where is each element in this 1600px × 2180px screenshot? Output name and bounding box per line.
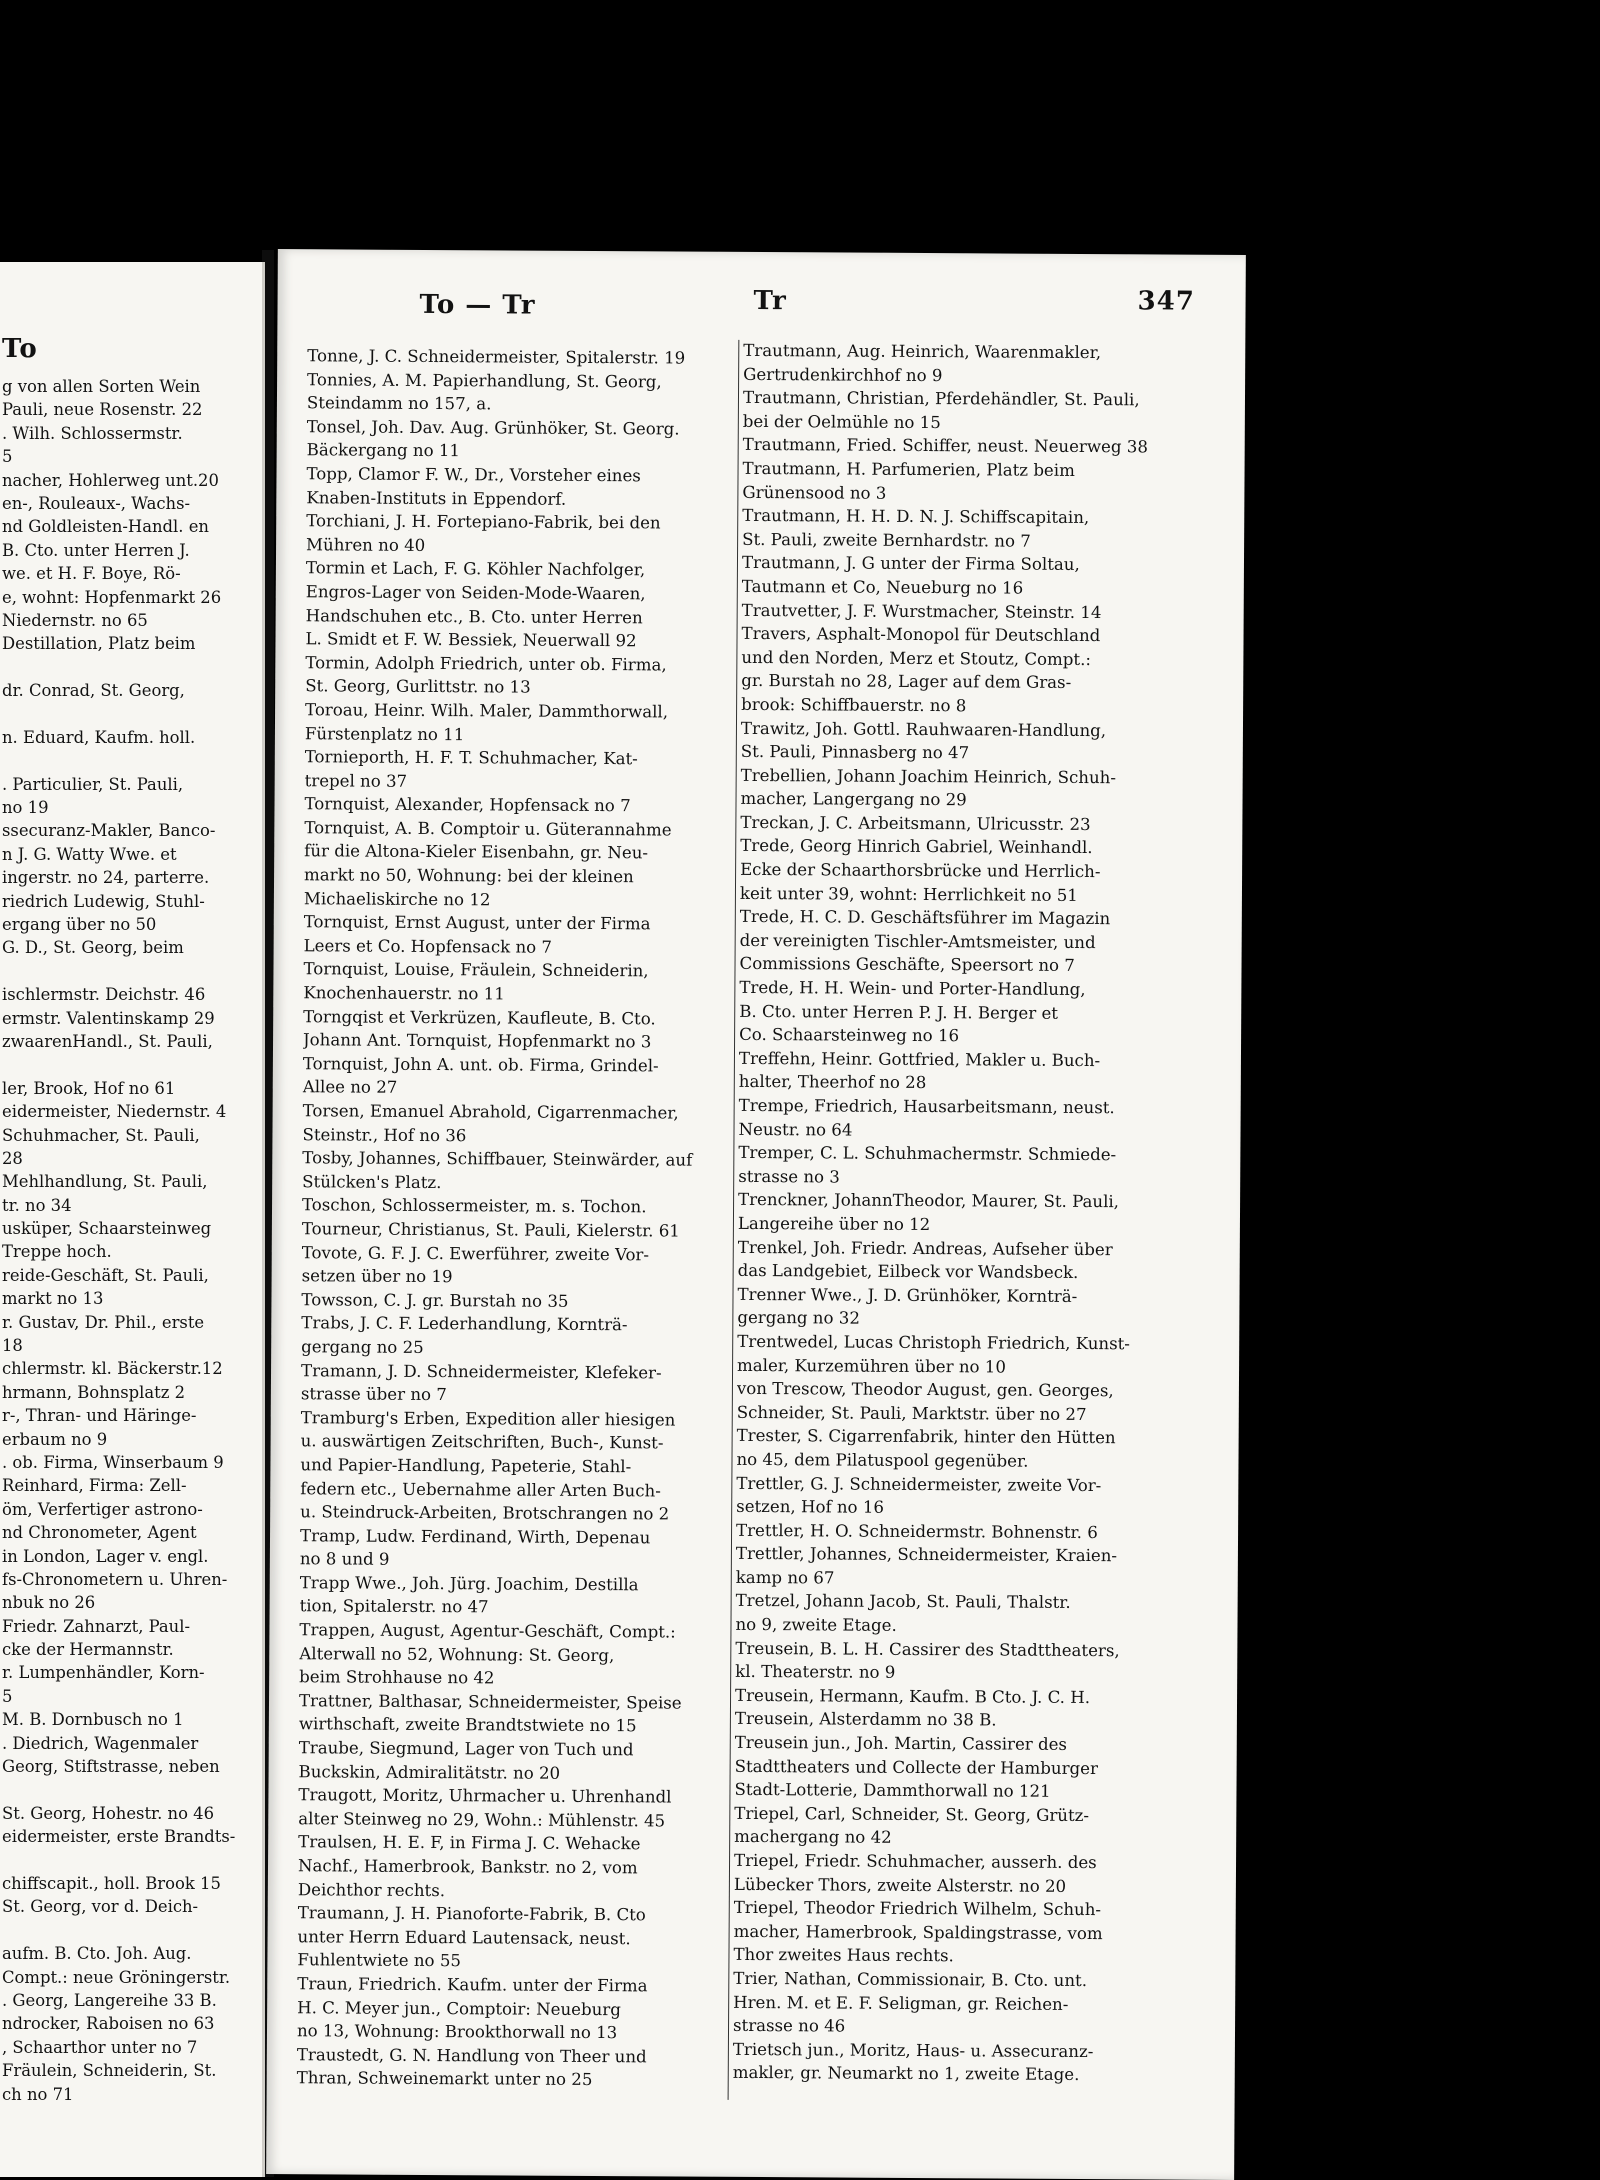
- directory-entry-line: Lübecker Thors, zweite Alsterstr. no 20: [733, 1874, 1067, 1896]
- directory-entry-line: B. Cto. unter Herren P. J. H. Berger et: [739, 1001, 1059, 1023]
- left-page-line: eidermeister, Niedernstr. 4: [2, 1102, 227, 1122]
- left-page-line: nbuk no 26: [2, 1593, 96, 1613]
- directory-entry-line: trepel no 37: [304, 770, 408, 791]
- directory-entry-line: Traugott, Moritz, Uhrmacher u. Uhrenhandl: [298, 1785, 672, 1807]
- directory-entry-line: Trawitz, Joh. Gottl. Rauhwaaren-Handlung,: [740, 718, 1107, 740]
- directory-entry-line: Knochenhauerstr. no 11: [303, 983, 505, 1004]
- directory-entry-line: tion, Spitalerstr. no 47: [299, 1596, 489, 1617]
- left-page-line: öm, Verfertiger astrono-: [2, 1499, 203, 1519]
- left-page-line: r-, Thran- und Häringe-: [2, 1406, 197, 1426]
- directory-entry-line: Tornquist, Louise, Fräulein, Schneiderin,: [303, 959, 649, 981]
- directory-entry-line: Treckan, J. C. Arbeitsmann, Ulricusstr. 23: [740, 812, 1091, 834]
- left-page-line: Georg, Stiftstrasse, neben: [2, 1757, 220, 1777]
- left-page-line: Reinhard, Firma: Zell-: [2, 1476, 187, 1496]
- left-page-line: eidermeister, erste Brandts-: [2, 1827, 236, 1847]
- directory-entry-line: Toroau, Heinr. Wilh. Maler, Dammthorwall,: [305, 700, 669, 722]
- directory-entry-line: Ecke der Schaarthorsbrücke und Herrlich-: [740, 859, 1101, 882]
- left-page-line: [2, 1777, 235, 1800]
- directory-entry-line: Tramann, J. D. Schneidermeister, Klefeker-: [300, 1360, 662, 1382]
- directory-entry-line: bei der Oelmühle no 15: [742, 411, 941, 432]
- left-page-line: r. Lumpenhändler, Korn-: [2, 1663, 205, 1683]
- right-page: [266, 249, 1246, 2180]
- directory-entry-line: Trappen, August, Agentur-Geschäft, Compt.:: [299, 1620, 676, 1642]
- directory-entry-line: Trede, H. H. Wein- und Porter-Handlung,: [739, 977, 1086, 1000]
- directory-entry-line: Grünensood no 3: [742, 482, 887, 503]
- left-page-line: cke der Hermannstr.: [2, 1640, 174, 1660]
- directory-entry-line: wirthschaft, zweite Brandtstwiete no 15: [298, 1714, 637, 1736]
- left-page-line: chiffscapit., holl. Brook 15: [2, 1874, 221, 1893]
- directory-entry-line: Trautmann, H. H. D. N. J. Schiffscapitain,: [742, 506, 1090, 528]
- directory-entry-line: und den Norden, Merz et Stoutz, Compt.:: [741, 647, 1092, 669]
- directory-entry-line: brook: Schiffbauerstr. no 8: [741, 694, 967, 716]
- left-page-line: . Particulier, St. Pauli,: [2, 774, 184, 794]
- left-page-line: ergang über no 50: [2, 914, 157, 934]
- left-page-line: G. D., St. Georg, beim: [2, 938, 184, 958]
- directory-entry-line: L. Smidt et F. W. Bessiek, Neuerwall 92: [305, 629, 637, 651]
- directory-entry-line: no 9, zweite Etage.: [735, 1614, 897, 1635]
- directory-entry-line: Towsson, C. J. gr. Burstah no 35: [301, 1289, 569, 1311]
- directory-entry-line: Tramburg's Erben, Expedition aller hiesigen: [300, 1407, 676, 1430]
- directory-entry-line: maler, Kurzemühren über no 10: [737, 1355, 1006, 1377]
- directory-entry-line: halter, Theerhof no 28: [738, 1072, 927, 1093]
- left-page-line: . Wilh. Schlossermstr.: [2, 423, 183, 443]
- directory-entry-line: St. Georg, Gurlittstr. no 13: [305, 676, 531, 697]
- directory-entry-line: no 8 und 9: [299, 1549, 390, 1570]
- left-page-line: g von allen Sorten Wein: [2, 377, 201, 396]
- directory-entry-line: Stülcken's Platz.: [302, 1172, 442, 1192]
- directory-entry-line: Treffehn, Heinr. Gottfried, Makler u. Buch-: [738, 1048, 1101, 1070]
- directory-entry-line: Trietsch jun., Moritz, Haus- u. Assecuranz-: [732, 2039, 1094, 2061]
- directory-entry-line: St. Pauli, zweite Bernhardstr. no 7: [742, 529, 1031, 551]
- directory-entry-line: Tovote, G. F. J. C. Ewerführer, zweite Vor-: [301, 1242, 650, 1264]
- directory-entry-line: Triepel, Carl, Schneider, St. Georg, Grütz-: [734, 1803, 1090, 1825]
- directory-entry-line: Tonsel, Joh. Dav. Aug. Grünhöker, St. Georg.: [306, 417, 680, 439]
- left-page-line: Treppe hoch.: [2, 1242, 112, 1262]
- left-page-line: no 19: [2, 798, 49, 818]
- directory-entry-line: Torngqist et Verkrüzen, Kaufleute, B. Cto.: [303, 1006, 656, 1029]
- directory-entry-line: Treusein, Hermann, Kaufm. B Cto. J. C. H.: [735, 1685, 1091, 1707]
- directory-entry-line: Torsen, Emanuel Abrahold, Cigarrenmacher,: [302, 1101, 679, 1123]
- left-page-line: ingerstr. no 24, parterre.: [2, 868, 210, 888]
- left-page-line: n J. G. Watty Wwe. et: [2, 844, 177, 864]
- left-page-line: Pauli, neue Rosenstr. 22: [2, 400, 203, 420]
- left-page-line: hrmann, Bohnsplatz 2: [2, 1382, 186, 1402]
- directory-entry-line: kl. Theaterstr. no 9: [735, 1662, 896, 1683]
- directory-entry-line: Leers et Co. Hopfensack no 7: [303, 936, 553, 957]
- left-page-line: ischlermstr. Deichstr. 46: [2, 985, 206, 1005]
- directory-entry-line: Trapp Wwe., Joh. Jürg. Joachim, Destilla: [299, 1573, 639, 1595]
- directory-entry-line: macher, Hamerbrook, Spaldingstrasse, vom: [733, 1921, 1103, 1943]
- directory-entry-line: Tormin, Adolph Friedrich, unter ob. Firma,: [305, 652, 667, 675]
- directory-entry-line: Treusein, B. L. H. Cassirer des Stadttheaters,: [735, 1638, 1120, 1660]
- directory-entry-line: Stadttheaters und Collecte der Hamburger: [734, 1756, 1098, 1778]
- directory-entry-line: Steindamm no 157, a.: [306, 393, 492, 414]
- left-page-line: markt no 13: [2, 1289, 104, 1309]
- directory-entry-line: Trettler, G. J. Schneidermeister, zweite Vor-: [736, 1473, 1102, 1495]
- left-page-line: ermstr. Valentinskamp 29: [2, 1008, 215, 1028]
- left-page-line: Fräulein, Schneiderin, St.: [2, 2061, 217, 2081]
- running-head-right: Tr: [753, 285, 787, 317]
- directory-entry-line: der vereinigten Tischler-Amtsmeister, und: [739, 930, 1096, 952]
- directory-entry-line: Schneider, St. Pauli, Marktstr. über no 27: [736, 1402, 1087, 1424]
- directory-entry-line: kamp no 67: [735, 1567, 835, 1588]
- directory-entry-line: Michaeliskirche no 12: [303, 888, 491, 910]
- left-page-line: ssecuranz-Makler, Banco-: [2, 821, 216, 841]
- left-page-line: Friedr. Zahnarzt, Paul-: [2, 1616, 191, 1636]
- directory-entry-line: Tonne, J. C. Schneidermeister, Spitalerstr. 19: [307, 346, 686, 368]
- left-page-line: [2, 959, 235, 982]
- directory-entry-line: Co. Schaarsteinweg no 16: [739, 1025, 960, 1046]
- running-head-left: To — Tr: [419, 289, 536, 321]
- directory-entry-line: Trabs, J. C. F. Lederhandlung, Kornträ-: [301, 1313, 628, 1335]
- directory-entry-line: Buckskin, Admiralitätstr. no 20: [298, 1761, 561, 1783]
- left-page-line: [2, 655, 235, 678]
- directory-entry-line: für die Altona-Kieler Eisenbahn, gr. Neu-: [304, 841, 649, 863]
- directory-entry-line: Trattner, Balthasar, Schneidermeister, Speise: [298, 1691, 682, 1713]
- left-page-line: ndrocker, Raboisen no 63: [2, 2014, 215, 2034]
- directory-entry-line: Mühren no 40: [306, 534, 426, 555]
- left-page-line: B. Cto. unter Herren J.: [2, 540, 190, 560]
- left-page-line: 18: [2, 1336, 23, 1356]
- left-page-line: fs-Chronometern u. Uhren-: [2, 1569, 228, 1589]
- left-page-line: Niedernstr. no 65: [2, 610, 148, 630]
- directory-entry-line: setzen über no 19: [301, 1266, 453, 1287]
- directory-entry-line: Trettler, Johannes, Schneidermeister, Kraien-: [735, 1544, 1118, 1566]
- left-page-line: en-, Rouleaux-, Wachs-: [2, 493, 191, 513]
- left-page-line: ch no 71: [2, 2084, 74, 2104]
- left-page-line: erbaum no 9: [2, 1429, 108, 1449]
- directory-entry-line: Traumann, J. H. Pianoforte-Fabrik, B. Cto: [297, 1903, 646, 1925]
- directory-entry-line: Thran, Schweinemarkt unter no 25: [296, 2068, 593, 2090]
- directory-entry-line: Torchiani, J. H. Fortepiano-Fabrik, bei den: [306, 511, 661, 533]
- directory-entry-line: Tornquist, Alexander, Hopfensack no 7: [304, 794, 631, 816]
- directory-entry-line: markt no 50, Wohnung: bei der kleinen: [304, 865, 634, 887]
- directory-entry-line: Stadt-Lotterie, Dammthorwall no 121: [734, 1780, 1051, 1802]
- directory-entry-line: Traulsen, H. E. F, in Firma J. C. Wehacke: [298, 1832, 641, 1854]
- directory-entry-line: Trettler, H. O. Schneidermstr. Bohnenstr. 6: [736, 1520, 1098, 1542]
- directory-entry-line: Knaben-Instituts in Eppendorf.: [306, 487, 567, 509]
- directory-entry-line: Trenckner, JohannTheodor, Maurer, St. Pauli,: [738, 1190, 1120, 1212]
- directory-column-b: [733, 340, 1224, 2089]
- directory-entry-line: gergang no 25: [301, 1337, 424, 1357]
- directory-entry-line: Traustedt, G. N. Handlung von Theer und: [296, 2044, 647, 2067]
- directory-entry-line: Hren. M. et E. F. Seligman, gr. Reichen-: [733, 1992, 1069, 2014]
- left-page-line: aufm. B. Cto. Joh. Aug.: [2, 1944, 192, 1964]
- directory-entry-line: Tornquist, A. B. Comptoir u. Güterannahme: [304, 818, 672, 840]
- directory-entry-line: von Trescow, Theodor August, gen. Georges,: [736, 1379, 1114, 1401]
- left-page-line: , Schaarthor unter no 7: [2, 2037, 198, 2057]
- left-page-line: Destillation, Platz beim: [2, 634, 196, 654]
- directory-entry-line: Triepel, Theodor Friedrich Wilhelm, Schuh-: [733, 1898, 1102, 1920]
- left-page-header: To: [2, 334, 38, 364]
- directory-entry-line: Toschon, Schlossermeister, m. s. Tochon.: [301, 1195, 647, 1217]
- directory-entry-line: macher, Langergang no 29: [740, 789, 967, 810]
- directory-entry-line: Tretzel, Johann Jacob, St. Pauli, Thalstr.: [735, 1591, 1071, 1613]
- left-page-line: nd Goldleisten-Handl. en: [2, 517, 209, 537]
- left-page-line: chlermstr. kl. Bäckerstr.12: [2, 1359, 223, 1379]
- directory-entry-line: Triepel, Friedr. Schuhmacher, ausserh. des: [733, 1850, 1097, 1873]
- directory-entry-line: alter Steinweg no 29, Wohn.: Mühlenstr. 45: [298, 1809, 666, 1831]
- directory-entry-line: Neustr. no 64: [738, 1119, 853, 1140]
- directory-column-a: [297, 345, 736, 2094]
- directory-entry-line: Tornquist, Ernst August, unter der Firma: [303, 912, 651, 934]
- directory-entry-line: Gertrudenkirchhof no 9: [743, 364, 943, 385]
- directory-entry-line: Bäckergang no 11: [306, 440, 461, 461]
- left-page-line: zwaarenHandl., St. Pauli,: [2, 1031, 213, 1051]
- directory-entry-line: Johann Ant. Tornquist, Hopfenmarkt no 3: [302, 1030, 652, 1052]
- directory-entry-line: H. C. Meyer jun., Comptoir: Neueburg: [297, 1997, 621, 2019]
- directory-entry-line: Deichthor rechts.: [297, 1879, 446, 1900]
- directory-entry-line: Treusein, Alsterdamm no 38 B.: [734, 1709, 997, 1730]
- left-page-line: nacher, Hohlerweg unt.20: [2, 470, 219, 490]
- left-page-line: e, wohnt: Hopfenmarkt 26: [2, 587, 222, 607]
- left-page-line: . Georg, Langereihe 33 B.: [2, 1990, 217, 2010]
- directory-entry-line: setzen, Hof no 16: [736, 1496, 885, 1517]
- directory-entry-line: Allee no 27: [302, 1077, 398, 1098]
- directory-entry-line: das Landgebiet, Eilbeck vor Wandsbeck.: [737, 1261, 1079, 1283]
- directory-entry-line: u. auswärtigen Zeitschriften, Buch-, Kunst-: [300, 1431, 664, 1453]
- left-page-line: ler, Brook, Hof no 61: [2, 1078, 176, 1098]
- directory-entry-line: makler, gr. Neumarkt no 1, zweite Etage.: [732, 2063, 1080, 2085]
- directory-entry-line: unter Herrn Eduard Lautensack, neust.: [297, 1926, 631, 1949]
- left-page-line: n. Eduard, Kaufm. holl.: [2, 727, 196, 747]
- directory-entry-line: Trier, Nathan, Commissionair, B. Cto. unt.: [733, 1968, 1088, 1991]
- directory-entry-line: Tremper, C. L. Schuhmachermstr. Schmiede-: [738, 1143, 1117, 1165]
- left-page-line: nd Chronometer, Agent: [2, 1523, 197, 1543]
- directory-entry-line: Fuhlentwiete no 55: [297, 1950, 462, 1971]
- directory-entry-line: und Papier-Handlung, Papeterie, Stahl-: [300, 1455, 632, 1477]
- left-page-line: . Diedrich, Wagenmaler: [2, 1733, 199, 1753]
- directory-entry-line: Trautmann, Christian, Pferdehändler, St. Pauli,: [742, 388, 1140, 410]
- directory-entry-line: gergang no 32: [737, 1308, 860, 1328]
- directory-entry-line: Fürstenplatz no 11: [304, 723, 465, 744]
- directory-entry-line: Tonnies, A. M. Papierhandlung, St. Georg,: [307, 369, 662, 392]
- directory-entry-line: Trede, H. C. D. Geschäftsführer im Magazin: [739, 907, 1111, 929]
- left-page-line: M. B. Dornbusch no 1: [2, 1710, 184, 1730]
- directory-entry-line: strasse no 46: [732, 2016, 846, 2036]
- directory-entry-line: St. Pauli, Pinnasberg no 47: [740, 741, 970, 763]
- directory-entry-line: Trautmann, Fried. Schiffer, neust. Neuerweg 38: [742, 435, 1148, 457]
- directory-entry-line: Traun, Friedrich. Kaufm. unter der Firma: [297, 1974, 648, 1996]
- left-page-line: Compt.: neue Gröningerstr.: [2, 1967, 231, 1987]
- directory-entry-line: Traube, Siegmund, Lager von Tuch und: [298, 1738, 634, 1760]
- directory-entry-line: Topp, Clamor F. W., Dr., Vorsteher eines: [306, 464, 641, 486]
- left-page-line: we. et H. F. Boye, Rö-: [2, 564, 181, 584]
- directory-entry-line: Tramp, Ludw. Ferdinand, Wirth, Depenau: [299, 1525, 651, 1548]
- directory-entry-line: Trentwedel, Lucas Christoph Friedrich, Kunst-: [737, 1331, 1131, 1354]
- left-page-line: [2, 1918, 235, 1941]
- left-page-line: [2, 701, 235, 724]
- directory-entry-line: beim Strohhause no 42: [299, 1667, 495, 1688]
- directory-entry-line: Thor zweites Haus rechts.: [733, 1945, 954, 1966]
- left-page-line: dr. Conrad, St. Georg,: [2, 681, 185, 701]
- directory-entry-line: Travers, Asphalt-Monopol für Deutschland: [741, 624, 1101, 646]
- directory-entry-line: Trautmann, H. Parfumerien, Platz beim: [742, 458, 1075, 480]
- directory-entry-line: strasse über no 7: [300, 1384, 447, 1405]
- directory-entry-line: Trautmann, Aug. Heinrich, Waarenmakler,: [743, 340, 1102, 363]
- left-page-line: Mehlhandlung, St. Pauli,: [2, 1172, 208, 1192]
- left-page-line: . ob. Firma, Winserbaum 9: [2, 1452, 224, 1472]
- directory-entry-line: federn etc., Uebernahme aller Arten Buch-: [300, 1478, 661, 1500]
- left-page-line: riedrich Ludewig, Stuhl-: [2, 891, 205, 911]
- directory-entry-line: keit unter 39, wohnt: Herrlichkeit no 51: [739, 883, 1078, 905]
- page-number: 347: [1137, 286, 1195, 317]
- directory-entry-line: Trede, Georg Hinrich Gabriel, Weinhandl.: [740, 836, 1093, 858]
- directory-entry-line: Tourneur, Christianus, St. Pauli, Kielerstr. 61: [301, 1219, 680, 1241]
- directory-entry-line: Tautmann et Co, Neueburg no 16: [741, 576, 1024, 598]
- directory-entry-line: Trester, S. Cigarrenfabrik, hinter den Hütten: [736, 1426, 1116, 1448]
- left-page-line: St. Georg, vor d. Deich-: [2, 1897, 199, 1917]
- left-page-line: reide-Geschäft, St. Pauli,: [2, 1265, 209, 1285]
- directory-entry-line: Tosby, Johannes, Schiffbauer, Steinwärder, auf: [302, 1148, 693, 1170]
- directory-entry-line: gr. Burstah no 28, Lager auf dem Gras-: [741, 671, 1072, 693]
- directory-entry-line: strasse no 3: [738, 1166, 840, 1187]
- directory-entry-line: Treusein jun., Joh. Martin, Cassirer des: [734, 1732, 1068, 1754]
- left-page-line: Schuhmacher, St. Pauli,: [2, 1125, 200, 1145]
- directory-entry-line: no 45, dem Pilatuspool gegenüber.: [736, 1449, 1029, 1471]
- directory-entry-line: Tornquist, John A. unt. ob. Firma, Grindel-: [302, 1054, 659, 1076]
- left-page-line: [2, 748, 235, 771]
- left-page-line: [2, 1848, 235, 1871]
- left-page-line: 28: [2, 1148, 23, 1168]
- directory-entry-line: Trenner Wwe., J. D. Grünhöker, Kornträ-: [737, 1284, 1078, 1306]
- directory-entry-line: no 13, Wohnung: Brookthorwall no 13: [296, 2021, 618, 2043]
- left-page-line: St. Georg, Hohestr. no 46: [2, 1803, 215, 1823]
- directory-entry-line: Tormin et Lach, F. G. Köhler Nachfolger,: [305, 558, 646, 580]
- directory-entry-line: Engros-Lager von Seiden-Mode-Waaren,: [305, 582, 646, 604]
- directory-entry-line: Trebellien, Johann Joachim Heinrich, Schuh-: [740, 765, 1117, 787]
- left-page-line: r. Gustav, Dr. Phil., erste: [2, 1312, 205, 1332]
- directory-entry-line: Tornieporth, H. F. T. Schuhmacher, Kat-: [304, 747, 638, 769]
- left-page-line: [2, 1052, 235, 1075]
- left-page-line: 5: [2, 1686, 13, 1706]
- directory-entry-line: Langereihe über no 12: [737, 1213, 931, 1235]
- directory-entry-line: machergang no 42: [734, 1827, 892, 1848]
- left-page-line: 5: [2, 447, 13, 467]
- directory-entry-line: Trautmann, J. G unter der Firma Soltau,: [741, 553, 1080, 575]
- directory-entry-line: Alterwall no 52, Wohnung: St. Georg,: [299, 1643, 615, 1665]
- left-page-line: usküper, Schaarsteinweg: [2, 1219, 212, 1239]
- left-page-column: [2, 374, 235, 2105]
- directory-entry-line: Trautvetter, J. F. Wurstmacher, Steinstr. 14: [741, 600, 1102, 622]
- directory-entry-line: Nachf., Hamerbrook, Bankstr. no 2, vom: [297, 1856, 638, 1878]
- directory-entry-line: Handschuhen etc., B. Cto. unter Herren: [305, 605, 643, 627]
- left-page: [0, 262, 265, 2177]
- left-page-line: tr. no 34: [2, 1195, 72, 1215]
- directory-entry-line: Steinstr., Hof no 36: [302, 1124, 467, 1145]
- directory-entry-line: u. Steindruck-Arbeiten, Brotschrangen no 2: [300, 1502, 670, 1524]
- directory-entry-line: Commissions Geschäfte, Speersort no 7: [739, 954, 1075, 976]
- directory-entry-line: Trenkel, Joh. Friedr. Andreas, Aufseher über: [737, 1237, 1113, 1259]
- left-page-line: in London, Lager v. engl.: [2, 1546, 209, 1566]
- directory-entry-line: Trempe, Friedrich, Hausarbeitsmann, neust.: [738, 1095, 1115, 1118]
